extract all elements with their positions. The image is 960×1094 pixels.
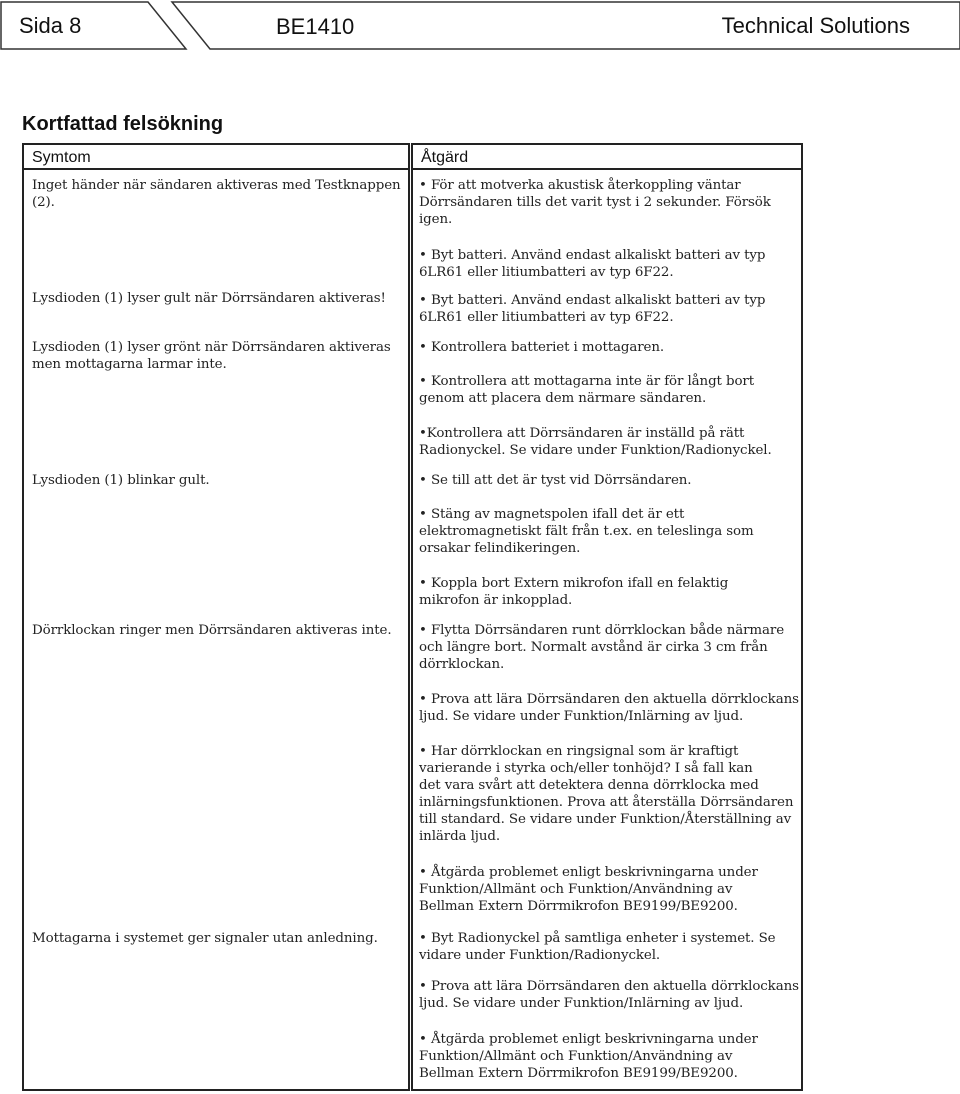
text-line: det vara svårt att detektera denna dörrklocka med [419, 778, 759, 793]
text-line: dörrklockan. [419, 657, 505, 672]
action-item [419, 864, 797, 915]
action-item [419, 978, 797, 1012]
text-line: • Har dörrklockan en ringsignal som är kraftigt [419, 744, 739, 759]
text-line: • Kontrollera batteriet i mottagaren. [419, 340, 665, 355]
text-line: mikrofon är inkopplad. [419, 593, 573, 608]
text-line: • Flytta Dörrsändaren runt dörrklockan både närmare [419, 623, 785, 638]
text-line: elektromagnetiskt fält från t.ex. en teleslinga som [419, 524, 754, 539]
action-item [419, 930, 797, 964]
symptom-cell [32, 930, 402, 947]
text-line: (2). [32, 195, 55, 210]
action-item [419, 622, 797, 673]
text-line: Funktion/Allmänt och Funktion/Användning av [419, 882, 733, 897]
text-line: Mottagarna i systemet ger signaler utan anledning. [32, 931, 378, 946]
action-item [419, 472, 797, 489]
text-line: Dörrsändaren tills det varit tyst i 2 sekunder. Försök [419, 195, 771, 210]
text-line: varierande i styrka och/eller tonhöjd? I så fall kan [419, 761, 753, 776]
symptom-cell [32, 290, 402, 307]
action-item [419, 247, 797, 281]
text-line: Lysdioden (1) lyser grönt när Dörrsändaren aktiveras [32, 340, 391, 355]
model-number: BE1410 [276, 14, 355, 39]
text-line: Dörrklockan ringer men Dörrsändaren aktiveras inte. [32, 623, 392, 638]
text-line: • Byt Radionyckel på samtliga enheter i systemet. Se [419, 931, 776, 946]
page-number: Sida 8 [19, 13, 82, 38]
action-item [419, 339, 797, 356]
text-line: vidare under Funktion/Radionyckel. [419, 948, 661, 963]
text-line: till standard. Se vidare under Funktion/Återställning av [419, 812, 792, 827]
text-line: inlärningsfunktionen. Prova att återställa Dörrsändaren [419, 795, 794, 810]
text-line: Radionyckel. Se vidare under Funktion/Radionyckel. [419, 443, 772, 458]
text-line: • För att motverka akustisk återkoppling väntar [419, 178, 741, 193]
text-line: • Koppla bort Extern mikrofon ifall en felaktig [419, 576, 729, 591]
text-line: • Kontrollera att mottagarna inte är för långt bort [419, 374, 754, 389]
header-title: Technical Solutions [721, 13, 910, 38]
action-item [419, 425, 797, 459]
symptom-cell [32, 472, 402, 489]
action-item [419, 177, 797, 228]
text-line: ljud. Se vidare under Funktion/Inlärning av ljud. [419, 709, 744, 724]
action-item [419, 743, 797, 845]
column-header-symptom: Symtom [22, 143, 410, 170]
action-item [419, 292, 797, 326]
text-line: • Stäng av magnetspolen ifall det är ett [419, 507, 685, 522]
text-line: inlärda ljud. [419, 829, 500, 844]
text-line: Inget händer när sändaren aktiveras med Testknappen [32, 178, 401, 193]
text-line: igen. [419, 212, 453, 227]
text-line: • Se till att det är tyst vid Dörrsändaren. [419, 473, 692, 488]
text-line: orsakar felindikeringen. [419, 541, 581, 556]
text-line: Bellman Extern Dörrmikrofon BE9199/BE9200. [419, 899, 738, 914]
action-item [419, 691, 797, 725]
text-line: • Åtgärda problemet enligt beskrivningarna under [419, 865, 758, 880]
action-item [419, 575, 797, 609]
text-line: Lysdioden (1) blinkar gult. [32, 473, 210, 488]
symptom-cell [32, 622, 402, 639]
text-line: Lysdioden (1) lyser gult när Dörrsändaren aktiveras! [32, 291, 386, 306]
text-line: • Prova att lära Dörrsändaren den aktuella dörrklockans [419, 692, 799, 707]
section-title: Kortfattad felsökning [22, 113, 224, 135]
text-line: och längre bort. Normalt avstånd är cirka 3 cm från [419, 640, 768, 655]
page-header [0, 0, 960, 52]
text-line: • Byt batteri. Använd endast alkaliskt batteri av typ [419, 248, 766, 263]
text-line: ljud. Se vidare under Funktion/Inlärning av ljud. [419, 996, 744, 1011]
text-line: Funktion/Allmänt och Funktion/Användning av [419, 1049, 733, 1064]
action-item [419, 373, 797, 407]
text-line: Bellman Extern Dörrmikrofon BE9199/BE9200. [419, 1066, 738, 1081]
text-line: genom att placera dem närmare sändaren. [419, 391, 707, 406]
text-line: 6LR61 eller litiumbatteri av typ 6F22. [419, 310, 674, 325]
symptom-cell [32, 177, 402, 211]
action-item [419, 1031, 797, 1082]
text-line: • Åtgärda problemet enligt beskrivningarna under [419, 1032, 758, 1047]
column-header-action: Åtgärd [411, 143, 803, 170]
symptom-cell [32, 339, 402, 373]
text-line: • Prova att lära Dörrsändaren den aktuella dörrklockans [419, 979, 799, 994]
text-line: • Byt batteri. Använd endast alkaliskt batteri av typ [419, 293, 766, 308]
text-line: men mottagarna larmar inte. [32, 357, 227, 372]
text-line: 6LR61 eller litiumbatteri av typ 6F22. [419, 265, 674, 280]
text-line: •Kontrollera att Dörrsändaren är inställd på rätt [419, 426, 745, 441]
action-item [419, 506, 797, 557]
